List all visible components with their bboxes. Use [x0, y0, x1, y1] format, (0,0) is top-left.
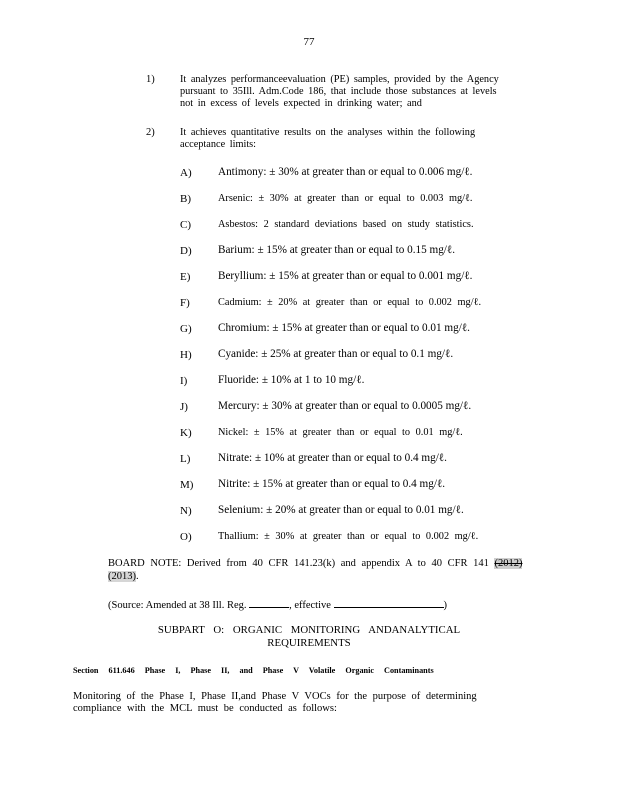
deleted-year: (2012)	[494, 558, 523, 569]
list-item-fluoride: Fluoride: ± 10% at 1 to 10 mg/ℓ.	[218, 374, 365, 386]
board-note-text: BOARD NOTE: Derived from 40 CFR 141.23(k) and appendix A to 40 CFR 141	[108, 558, 489, 569]
list-item-selenium: Selenium: ± 20% at greater than or equal to 0.01 mg/ℓ.	[218, 504, 464, 516]
item-letter: J)	[180, 401, 188, 413]
list-item-cadmium: Cadmium: ± 20% at greater than or equal to 0.002 mg/ℓ.	[218, 297, 482, 308]
item-letter: I)	[180, 375, 188, 387]
monitoring-paragraph	[73, 691, 503, 715]
list-item-asbestos: Asbestos: 2 standard deviations based on study statistics.	[218, 219, 474, 230]
list-item-arsenic: Arsenic: ± 30% at greater than or equal to 0.003 mg/ℓ.	[218, 193, 473, 204]
item-letter: F)	[180, 297, 190, 309]
source-prefix: (Source: Amended at 38 Ill. Reg.	[108, 600, 247, 611]
item-letter: G)	[180, 323, 192, 335]
list-item-chromium: Chromium: ± 15% at greater than or equal to 0.01 mg/ℓ.	[218, 322, 470, 334]
para1-line: It analyzes performanceevaluation (PE) samples, provided by the Agency	[180, 74, 499, 85]
board-note-period: .	[136, 571, 139, 582]
list-item-antimony: Antimony: ± 30% at greater than or equal to 0.006 mg/ℓ.	[218, 166, 473, 178]
list-item-thallium: Thallium: ± 30% at greater than or equal to 0.002 mg/ℓ.	[218, 531, 479, 542]
para2-number: 2)	[146, 127, 155, 138]
item-letter: D)	[180, 245, 192, 257]
source-effective: , effective	[289, 600, 331, 611]
subpart-title-cont: REQUIREMENTS	[267, 637, 351, 649]
monitoring-line: Monitoring of the Phase I, Phase II,and Phase V VOCs for the purpose of determining	[73, 691, 477, 702]
item-letter: N)	[180, 505, 192, 517]
item-letter: H)	[180, 349, 192, 361]
para2-text	[180, 127, 540, 151]
list-item-nitrate: Nitrate: ± 10% at greater than or equal to 0.4 mg/ℓ.	[218, 452, 447, 464]
item-letter: E)	[180, 271, 191, 283]
list-item-barium: Barium: ± 15% at greater than or equal to 0.15 mg/ℓ.	[218, 244, 456, 256]
item-letter: A)	[180, 167, 192, 179]
list-item-cyanide: Cyanide: ± 25% at greater than or equal to 0.1 mg/ℓ.	[218, 348, 454, 360]
item-letter: O)	[180, 531, 192, 543]
list-item-nickel: Nickel: ± 15% at greater than or equal to 0.01 mg/ℓ.	[218, 427, 463, 438]
subpart-heading	[0, 624, 618, 650]
item-letter: K)	[180, 427, 192, 439]
para1-text	[180, 74, 540, 110]
para1-line: not in excess of levels expected in drinking water; and	[180, 98, 422, 109]
item-letter: B)	[180, 193, 191, 205]
para2-line: It achieves quantitative results on the analyses within the following	[180, 127, 476, 138]
board-note	[108, 557, 528, 583]
item-letter: M)	[180, 479, 194, 491]
para1-line: pursuant to 35Ill. Adm.Code 186, that include those substances at levels	[180, 86, 497, 97]
subpart-title: SUBPART O: ORGANIC MONITORING ANDANALYTICAL	[157, 624, 461, 636]
list-item-nitrite: Nitrite: ± 15% at greater than or equal to 0.4 mg/ℓ.	[218, 478, 446, 490]
monitoring-line: compliance with the MCL must be conducted as follows:	[73, 703, 337, 714]
item-letter: C)	[180, 219, 191, 231]
effective-date-blank	[334, 597, 444, 608]
para1-number: 1)	[146, 74, 155, 85]
list-item-beryllium: Beryllium: ± 15% at greater than or equal to 0.001 mg/ℓ.	[218, 270, 473, 282]
source-line	[108, 597, 447, 611]
list-item-mercury: Mercury: ± 30% at greater than or equal to 0.0005 mg/ℓ.	[218, 400, 472, 412]
page-number: 77	[303, 36, 315, 48]
item-letter: L)	[180, 453, 191, 465]
inserted-year: (2013)	[108, 571, 136, 582]
source-end: )	[443, 600, 448, 611]
para2-line: acceptance limits:	[180, 139, 257, 150]
section-heading: Section 611.646 Phase I, Phase II, and Phase V Volatile Organic Contaminants	[73, 666, 434, 675]
register-page-blank	[249, 597, 289, 608]
